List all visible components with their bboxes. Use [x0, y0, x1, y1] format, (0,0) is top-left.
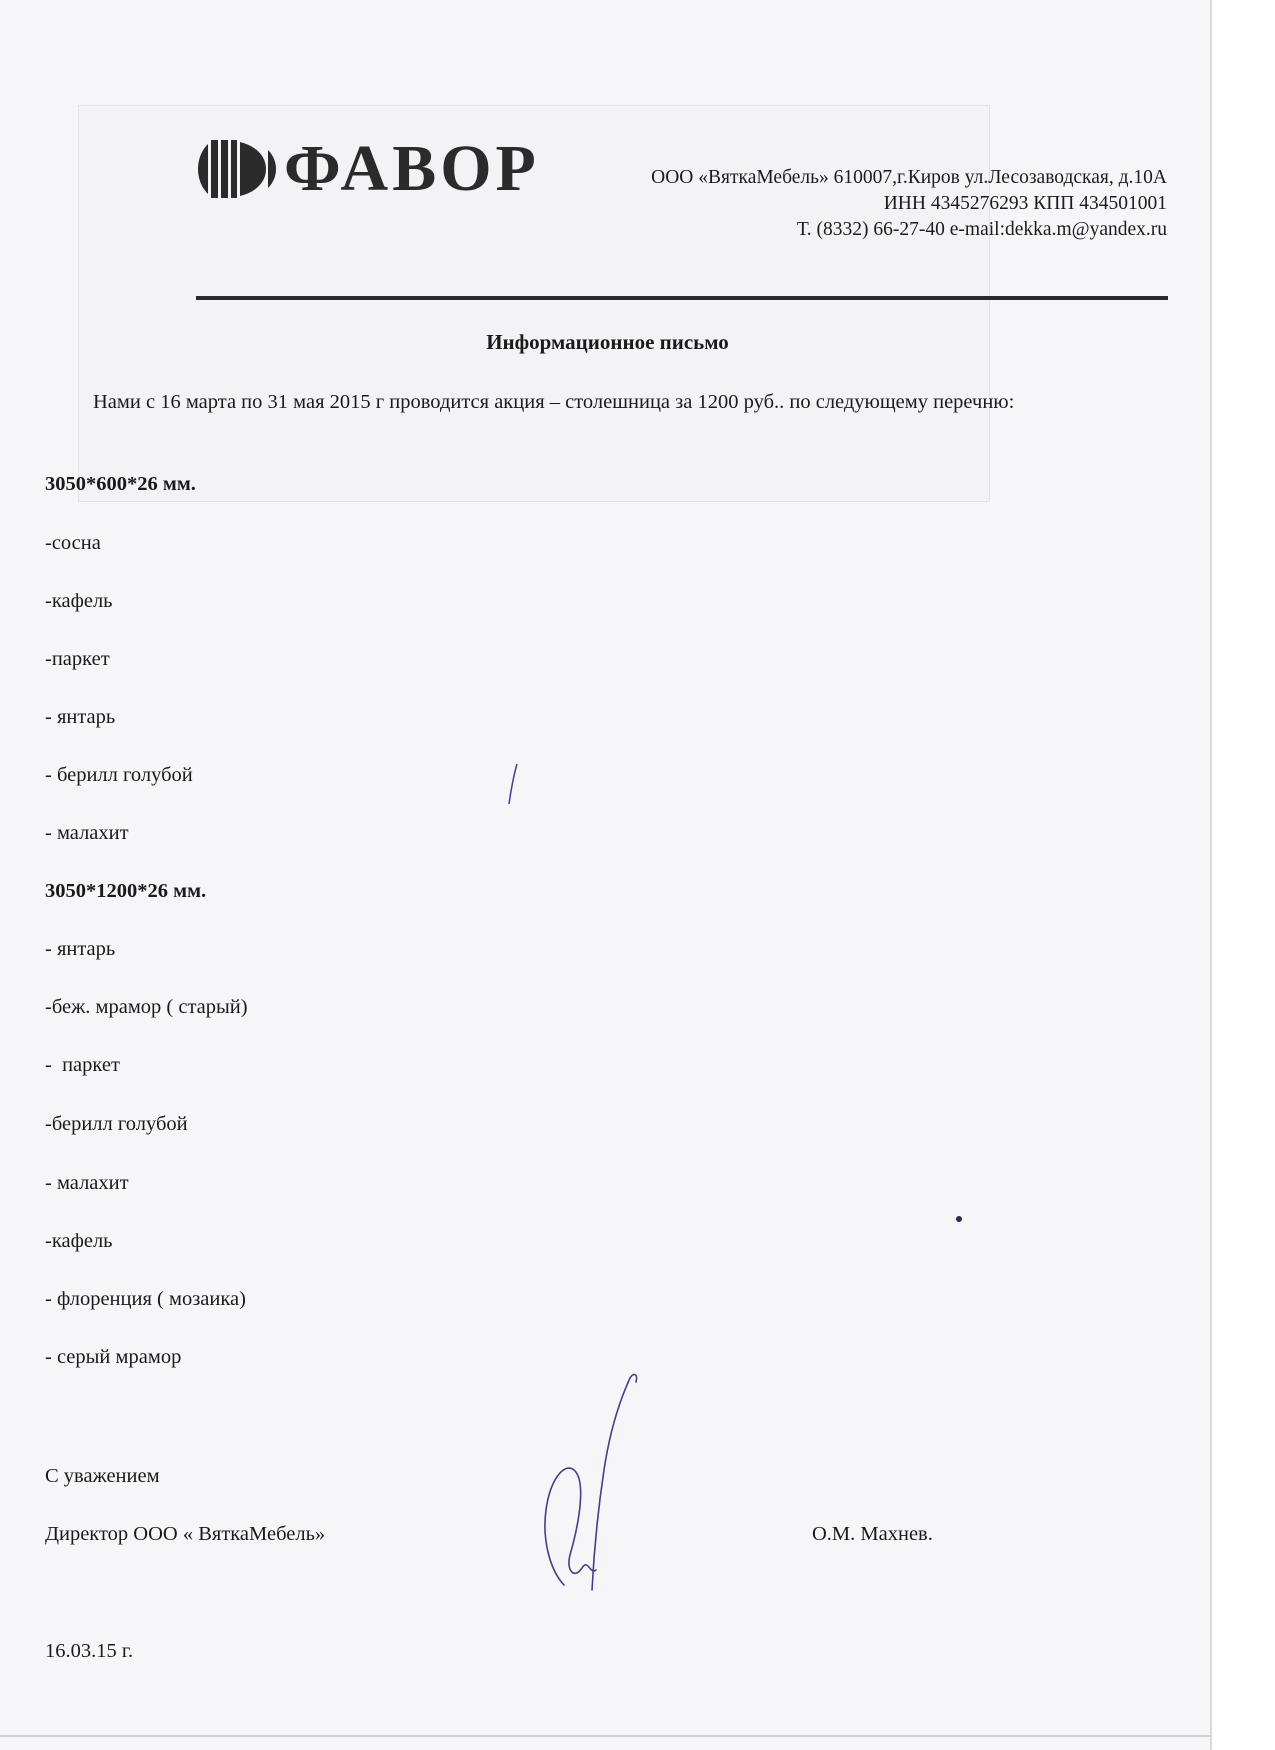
list-item: - малахит	[45, 1172, 129, 1194]
company-logo	[196, 132, 540, 205]
list-item: - берилл голубой	[45, 764, 193, 786]
intro-paragraph: Нами с 16 марта по 31 мая 2015 г проводится акция – столешница за 1200 руб.. по следующему перечню:	[93, 391, 1015, 413]
company-details	[547, 165, 1167, 243]
company-address: ООО «ВяткаМебель» 610007,г.Киров ул.Лесозаводская, д.10А	[651, 167, 1167, 188]
list-item: -паркет	[45, 648, 110, 670]
company-contacts: Т. (8332) 66-27-40 e-mail:dekka.m@yandex.ru	[796, 219, 1167, 240]
list-item: -сосна	[45, 532, 101, 554]
handwritten-signature	[530, 1370, 670, 1630]
letter-date: 16.03.15 г.	[45, 1640, 134, 1662]
signer-name: О.М. Махнев.	[812, 1523, 933, 1545]
group2-heading: 3050*1200*26 мм.	[45, 880, 207, 902]
ink-speck	[505, 760, 525, 810]
logo-mark-icon	[196, 138, 282, 200]
letterhead-divider	[196, 296, 1168, 300]
list-item: - янтарь	[45, 706, 116, 728]
signer-position: Директор ООО « ВяткаМебель»	[45, 1523, 326, 1545]
group1-heading: 3050*600*26 мм.	[45, 473, 196, 495]
logo-wordmark: ФАВОР	[284, 132, 540, 205]
list-item: - паркет	[45, 1054, 120, 1076]
scan-margin	[1210, 0, 1275, 1750]
closing-regards: С уважением	[45, 1465, 160, 1487]
list-item: - янтарь	[45, 938, 116, 960]
list-item: - малахит	[45, 822, 129, 844]
list-item: -беж. мрамор ( старый)	[45, 996, 248, 1018]
list-item: -кафель	[45, 590, 113, 612]
letter-title: Информационное письмо	[486, 330, 729, 354]
ink-speck	[955, 1215, 965, 1225]
list-item: - флоренция ( мозаика)	[45, 1288, 246, 1310]
list-item: -берилл голубой	[45, 1113, 188, 1135]
list-item: - серый мрамор	[45, 1346, 182, 1368]
scan-bottom-edge	[0, 1735, 1210, 1737]
company-inn-kpp: ИНН 4345276293 КПП 434501001	[883, 193, 1167, 214]
list-item: -кафель	[45, 1230, 113, 1252]
